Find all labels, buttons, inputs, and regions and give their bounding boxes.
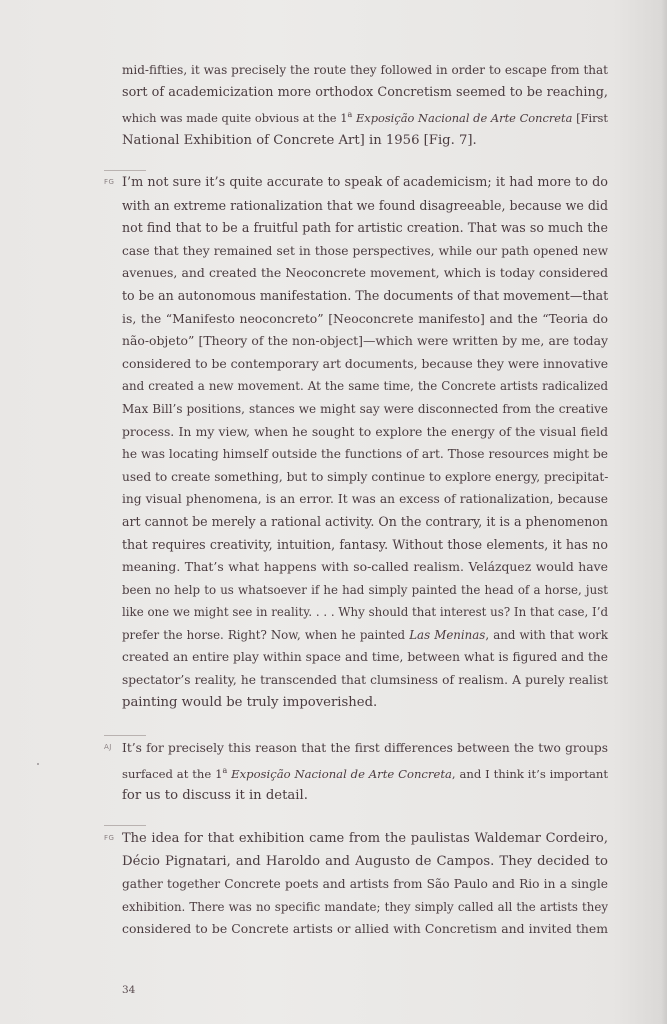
text-line: exhibition. There was no specific mandate; they simply called all the artists they [122,899,608,914]
text-line: process. In my view, when he sought to explore the energy of the visual field [122,423,608,439]
text-line: Décio Pignatari, and Haroldo and Augusto de Campos. They decided to [122,853,608,869]
speaker-rule [104,735,146,736]
text-line: and created a new movement. At the same time, the Concrete artists radicalized [122,379,608,394]
paragraph-fg-2 [122,828,608,941]
text-line: he was locating himself outside the functions of art. Those resources might be [122,447,608,462]
speaker-label: FG [104,834,115,842]
speaker-label: AJ [104,743,112,751]
text-line: surfaced at the 1$^a$ Exposição Nacional de Arte Concreta, and I think it’s important [122,765,608,781]
page-edge-shadow [661,0,667,1024]
paragraph-continuation [122,59,608,152]
paragraph-fg-1 [122,172,608,714]
text-line: created an entire play within space and time, between what is figured and the [122,650,608,665]
text-line: ing visual phenomena, is an error. It was an excess of rationalization, because [122,492,608,507]
text-line: art cannot be merely a rational activity. On the contrary, it is a phenomenon [122,513,608,529]
text-line: mid-fifties, it was precisely the route they followed in order to escape from that [122,63,608,77]
text-line: for us to discuss it in detail. [122,788,308,804]
text-line: gather together Concrete poets and artists from São Paulo and Rio in a single [122,877,608,892]
text-line: avenues, and created the Neoconcrete movement, which is today considered [122,265,608,281]
text-line: to be an autonomous manifestation. The documents of that movement—that [122,287,609,303]
text-line: The idea for that exhibition came from the paulistas Waldemar Cordeiro, [122,831,608,846]
text-line: National Exhibition of Concrete Art] in 1956 [Fig. 7]. [122,132,477,148]
text-line: with an extreme rationalization that we found disagreeable, because we did [122,197,609,213]
text-line: not find that to be a fruitful path for artistic creation. That was so much the [122,220,608,236]
paragraph-aj [122,737,608,808]
text-line: which was made quite obvious at the 1$^a$ Exposição Nacional de Arte Concreta [First [122,110,608,125]
text-line: sort of academicization more orthodox Concretism seemed to be reaching, [122,84,608,100]
text-line: used to create something, but to simply continue to explore energy, precipitat- [122,469,609,484]
text-line: It’s for precisely this reason that the first differences between the two groups [122,741,608,755]
text-line: considered to be Concrete artists or allied with Concretism and invited them [122,921,608,937]
speaker-rule [104,825,146,826]
text-line: that requires creativity, intuition, fantasy. Without those elements, it has no [122,536,608,552]
text-line: I’m not sure it’s quite accurate to speak of academicism; it had more to do [122,175,608,190]
text-line: like one we might see in reality. . . . Why should that interest us? In that case, I’d [122,605,608,620]
text-line: não-objeto” [Theory of the non-object]—which were written by me, are today [122,333,608,349]
paper-speck [37,763,39,765]
speaker-rule [104,170,146,171]
text-line: Max Bill’s positions, stances we might say were disconnected from the creative [122,401,608,416]
speaker-label: FG [104,178,115,186]
text-line: prefer the horse. Right? Now, when he painted Las Meninas, and with that work [122,627,608,642]
text-line: is, the “Manifesto neoconcreto” [Neoconcrete manifesto] and the “Teoria do [122,310,608,326]
text-line: case that they remained set in those perspectives, while our path opened new [122,243,608,258]
text-line: meaning. That’s what happens with so-called realism. Velázquez would have [122,559,608,575]
text-line: been no help to us whatsoever if he had simply painted the head of a horse, just [122,582,608,597]
page-number: 34 [122,984,136,996]
text-line: painting would be truly impoverished. [122,694,378,710]
text-line: spectator’s reality, he transcended that clumsiness of realism. A purely realist [122,673,608,688]
text-line: considered to be contemporary art documents, because they were innovative [122,355,609,371]
